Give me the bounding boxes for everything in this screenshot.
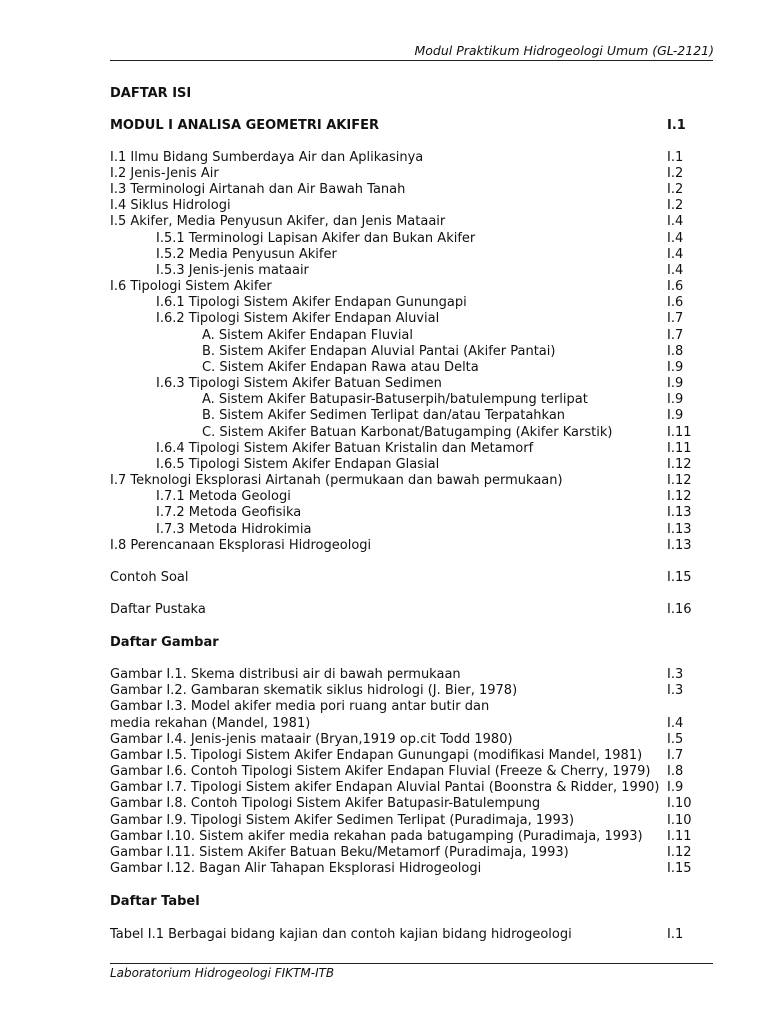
toc-entry	[110, 425, 710, 441]
toc-entry-page: I.7	[667, 328, 684, 343]
toc-entry	[110, 489, 710, 505]
toc-entry-text: A. Sistem Akifer Batupasir-Batuserpih/batulempung terlipat	[202, 392, 588, 407]
figures-heading: Daftar Gambar	[110, 635, 219, 650]
toc-entry-text: I.7 Teknologi Eksplorasi Airtanah (permukaan dan bawah permukaan)	[110, 473, 563, 488]
figure-entry-text: Gambar I.6. Contoh Tipologi Sistem Akifer Endapan Fluvial (Freeze & Cherry, 1979)	[110, 764, 651, 779]
figure-entry-text: Gambar I.9. Tipologi Sistem Akifer Sedimen Terlipat (Puradimaja, 1993)	[110, 813, 575, 828]
figure-entry-text: Gambar I.3. Model akifer media pori ruang antar butir dan	[110, 699, 490, 714]
toc-entry-text: I.3 Terminologi Airtanah dan Air Bawah Tanah	[110, 182, 406, 197]
toc-entry	[110, 279, 710, 295]
toc-entry-text: B. Sistem Akifer Sedimen Terlipat dan/atau Terpatahkan	[202, 408, 566, 423]
figure-entry	[110, 764, 710, 780]
daftar-pustaka-page: I.16	[667, 602, 692, 617]
figure-entry-text: Gambar I.5. Tipologi Sistem Akifer Endapan Gunungapi (modifikasi Mandel, 1981)	[110, 748, 643, 763]
toc-entry-page: I.8	[667, 344, 684, 359]
toc-entry-page: I.12	[667, 489, 692, 504]
figure-entry-page: I.5	[667, 732, 684, 747]
toc-entry-page: I.2	[667, 182, 684, 197]
toc-entry-page: I.4	[667, 231, 684, 246]
toc-entry-text: I.6.1 Tipologi Sistem Akifer Endapan Gunungapi	[156, 295, 467, 310]
figure-entry-text: Gambar I.2. Gambaran skematik siklus hidrologi (J. Bier, 1978)	[110, 683, 518, 698]
toc-entry	[110, 295, 710, 311]
daftar-pustaka-text: Daftar Pustaka	[110, 602, 206, 617]
figure-entry-page: I.7	[667, 748, 684, 763]
figure-entry	[110, 780, 710, 796]
figure-entry-page: I.8	[667, 764, 684, 779]
toc-entry-page: I.2	[667, 198, 684, 213]
toc-entry	[110, 263, 710, 279]
figure-entry-text: Gambar I.10. Sistem akifer media rekahan pada batugamping (Puradimaja, 1993)	[110, 829, 643, 844]
toc-entry-text: I.7.3 Metoda Hidrokimia	[156, 522, 312, 537]
toc-entry-text: I.5.1 Terminologi Lapisan Akifer dan Bukan Akifer	[156, 231, 476, 246]
figure-entry	[110, 716, 710, 732]
toc-entry-page: I.6	[667, 279, 684, 294]
figure-entry	[110, 699, 710, 715]
toc-entry	[110, 441, 710, 457]
toc-entry-page: I.11	[667, 441, 692, 456]
tables-heading: Daftar Tabel	[110, 894, 200, 909]
toc-entry-text: I.5 Akifer, Media Penyusun Akifer, dan Jenis Mataair	[110, 214, 446, 229]
daftar-pustaka-entry	[110, 602, 710, 618]
table-entry-text: Tabel I.1 Berbagai bidang kajian dan contoh kajian bidang hidrogeologi	[110, 927, 572, 942]
toc-entry	[110, 231, 710, 247]
figure-entry-page: I.11	[667, 829, 692, 844]
figure-entry-text: Gambar I.4. Jenis-jenis mataair (Bryan,1919 op.cit Todd 1980)	[110, 732, 513, 747]
toc-entry-text: I.4 Siklus Hidrologi	[110, 198, 231, 213]
figure-entry	[110, 796, 710, 812]
figure-entry	[110, 845, 710, 861]
contoh-soal-text: Contoh Soal	[110, 570, 189, 585]
figure-entry-page: I.10	[667, 813, 692, 828]
toc-entry-page: I.7	[667, 311, 684, 326]
toc-entry-text: I.6.4 Tipologi Sistem Akifer Batuan Kristalin dan Metamorf	[156, 441, 534, 456]
running-header: Modul Praktikum Hidrogeologi Umum (GL-2121)	[414, 43, 714, 58]
toc-entry-page: I.6	[667, 295, 684, 310]
toc-entry	[110, 214, 710, 230]
figure-entry-page: I.3	[667, 667, 684, 682]
figure-entry	[110, 748, 710, 764]
toc-entry	[110, 360, 710, 376]
module-title: MODUL I ANALISA GEOMETRI AKIFER	[110, 118, 379, 133]
toc-entry-text: I.2 Jenis-Jenis Air	[110, 166, 219, 181]
toc-entry-page: I.13	[667, 522, 692, 537]
toc-entry	[110, 247, 710, 263]
toc-entry-page: I.2	[667, 166, 684, 181]
toc-entry-text: I.5.2 Media Penyusun Akifer	[156, 247, 337, 262]
table-entry	[110, 927, 710, 943]
toc-entry-page: I.12	[667, 473, 692, 488]
toc-entry-page: I.4	[667, 263, 684, 278]
toc-entry-text: I.7.2 Metoda Geofisika	[156, 505, 302, 520]
footer-rule	[110, 963, 713, 964]
toc-entry	[110, 376, 710, 392]
toc-entry-text: I.6.5 Tipologi Sistem Akifer Endapan Glasial	[156, 457, 440, 472]
toc-entry	[110, 182, 710, 198]
contoh-soal-entry	[110, 570, 710, 586]
toc-entry-text: I.6.2 Tipologi Sistem Akifer Endapan Aluvial	[156, 311, 440, 326]
toc-entry	[110, 392, 710, 408]
figure-entry-text: media rekahan (Mandel, 1981)	[110, 716, 311, 731]
toc-entry-page: I.4	[667, 214, 684, 229]
figure-entry	[110, 683, 710, 699]
figure-entry	[110, 813, 710, 829]
toc-entry-text: I.6 Tipologi Sistem Akifer	[110, 279, 272, 294]
toc-entry-text: I.7.1 Metoda Geologi	[156, 489, 291, 504]
module-title-row	[110, 118, 710, 133]
figure-entry	[110, 861, 710, 877]
figure-entry-page: I.9	[667, 780, 684, 795]
toc-entry	[110, 328, 710, 344]
toc-entry-text: I.5.3 Jenis-jenis mataair	[156, 263, 309, 278]
toc-entry	[110, 150, 710, 166]
toc-entry-text: I.8 Perencanaan Eksplorasi Hidrogeologi	[110, 538, 372, 553]
toc-entry-page: I.9	[667, 392, 684, 407]
toc-entry	[110, 408, 710, 424]
toc-entry	[110, 473, 710, 489]
toc-entry-text: C. Sistem Akifer Batuan Karbonat/Batugamping (Akifer Karstik)	[202, 425, 613, 440]
toc-entry-text: I.1 Ilmu Bidang Sumberdaya Air dan Aplikasinya	[110, 150, 424, 165]
toc-entry-page: I.13	[667, 538, 692, 553]
table-entry-page: I.1	[667, 927, 684, 942]
figure-entry	[110, 732, 710, 748]
toc-entry	[110, 198, 710, 214]
figure-entry-text: Gambar I.1. Skema distribusi air di bawah permukaan	[110, 667, 461, 682]
toc-entry	[110, 505, 710, 521]
figure-entry-page: I.10	[667, 796, 692, 811]
toc-entry	[110, 522, 710, 538]
toc-entry-page: I.12	[667, 457, 692, 472]
figure-entry-page: I.12	[667, 845, 692, 860]
toc-entry-page: I.13	[667, 505, 692, 520]
figure-entry-text: Gambar I.12. Bagan Alir Tahapan Eksplorasi Hidrogeologi	[110, 861, 482, 876]
toc-entry-page: I.9	[667, 408, 684, 423]
header-rule	[110, 60, 713, 61]
toc-entry-page: I.9	[667, 360, 684, 375]
toc-entry	[110, 344, 710, 360]
toc-entry-text: C. Sistem Akifer Endapan Rawa atau Delta	[202, 360, 479, 375]
running-footer: Laboratorium Hidrogeologi FIKTM-ITB	[110, 966, 335, 980]
toc-entry	[110, 457, 710, 473]
figure-entry-page: I.15	[667, 861, 692, 876]
toc-entry-page: I.1	[667, 150, 684, 165]
figure-entry-page: I.4	[667, 716, 684, 731]
toc-entry-text: A. Sistem Akifer Endapan Fluvial	[202, 328, 414, 343]
figure-entry-text: Gambar I.8. Contoh Tipologi Sistem Akifer Batupasir-Batulempung	[110, 796, 541, 811]
page-title: DAFTAR ISI	[110, 86, 192, 101]
toc-entry	[110, 538, 710, 554]
toc-entry-text: I.6.3 Tipologi Sistem Akifer Batuan Sedimen	[156, 376, 442, 391]
contoh-soal-page: I.15	[667, 570, 692, 585]
toc-entry-page: I.4	[667, 247, 684, 262]
toc-entry-page: I.11	[667, 425, 692, 440]
module-page: I.1	[667, 118, 686, 133]
figure-entry-text: Gambar I.7. Tipologi Sistem akifer Endapan Aluvial Pantai (Boonstra & Ridder, 1990)	[110, 780, 660, 795]
figure-entry	[110, 667, 710, 683]
figure-entry	[110, 829, 710, 845]
toc-entry	[110, 311, 710, 327]
toc-entry-text: B. Sistem Akifer Endapan Aluvial Pantai (Akifer Pantai)	[202, 344, 556, 359]
toc-entry	[110, 166, 710, 182]
figure-entry-page: I.3	[667, 683, 684, 698]
toc-entry-page: I.9	[667, 376, 684, 391]
figure-entry-text: Gambar I.11. Sistem Akifer Batuan Beku/Metamorf (Puradimaja, 1993)	[110, 845, 569, 860]
